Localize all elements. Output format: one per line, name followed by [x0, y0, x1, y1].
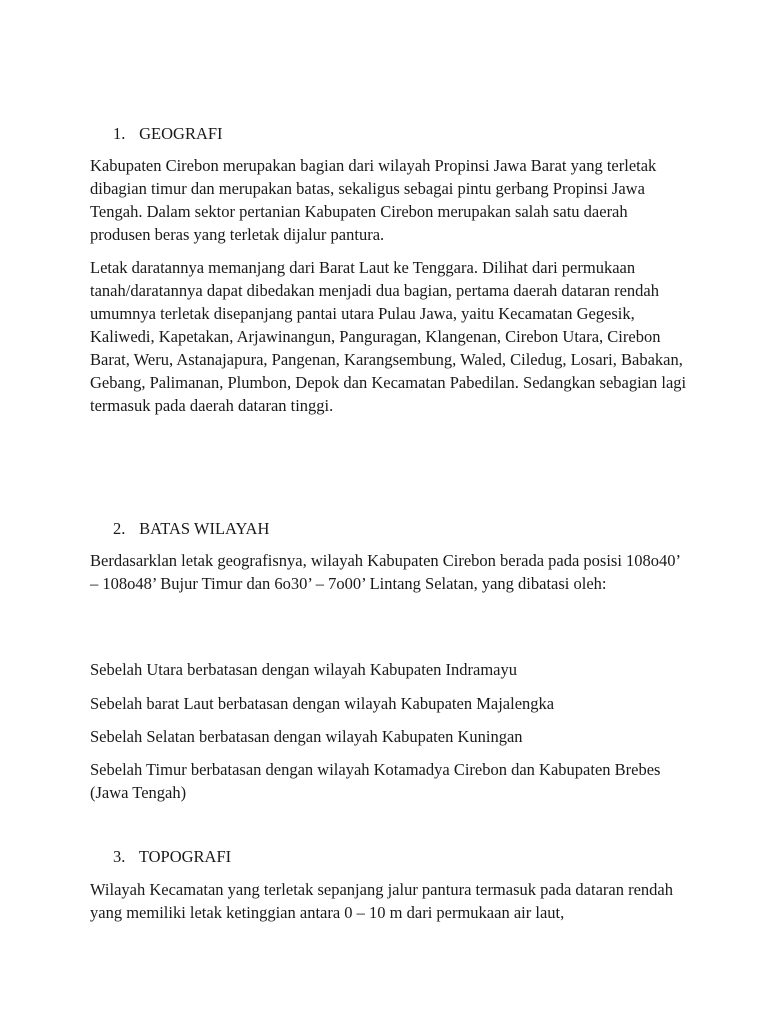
boundary-east: Sebelah Timur berbatasan dengan wilayah Kotamadya Cirebon dan Kabupaten Brebes (Jawa Tengah) [90, 760, 661, 802]
section-title: TOPOGRAFI [138, 847, 232, 866]
section-number: 2. [113, 519, 126, 538]
section-heading-topografi [113, 846, 231, 868]
boundary-north: Sebelah Utara berbatasan dengan wilayah Kabupaten Indramayu [90, 660, 517, 679]
section-number: 1. [113, 124, 126, 143]
boundary-northwest: Sebelah barat Laut berbatasan dengan wilayah Kabupaten Majalengka [90, 694, 555, 713]
boundary-south: Sebelah Selatan berbatasan dengan wilayah Kabupaten Kuningan [90, 727, 523, 746]
section-number: 3. [113, 847, 126, 866]
section-heading-batas-wilayah [113, 518, 269, 540]
section-title: GEOGRAFI [139, 124, 223, 143]
paragraph: Letak daratannya memanjang dari Barat Laut ke Tenggara. Dilihat dari permukaan tanah/daratannya dapat dibedakan menjadi dua bagian, pertama daerah dataran rendah umumnya terletak disepanjang pantai utara Pulau Jawa, yaitu Kecamatan Gegesik, Kaliwedi, Kapetakan, Arjawinangun, Panguragan, Klangenan, Cirebon Utara, Cirebon Barat, Weru, Astanajapura, Pangenan, Karangsembung, Waled, Ciledug, Losari, Babakan, Gebang, Palimanan, Plumbon, Depok dan Kecamatan Pabedilan. Sedangkan sebagian lagi termasuk pada daerah dataran tinggi. [90, 258, 687, 415]
section-title: BATAS WILAYAH [139, 519, 270, 538]
paragraph: Berdasarklan letak geografisnya, wilayah Kabupaten Cirebon berada pada posisi 108o40’ – 108o48’ Bujur Timur dan 6o30’ – 7o00’ Lintang Selatan, yang dibatasi oleh: [90, 551, 680, 593]
section-heading-geografi [113, 123, 223, 145]
paragraph: Kabupaten Cirebon merupakan bagian dari wilayah Propinsi Jawa Barat yang terletak dibagian timur dan merupakan batas, sekaligus sebagai pintu gerbang Propinsi Jawa Tengah. Dalam sektor pertanian Kabupaten Cirebon merupakan salah satu daerah produsen beras yang terletak dijalur pantura. [90, 156, 657, 244]
paragraph: Wilayah Kecamatan yang terletak sepanjang jalur pantura termasuk pada dataran rendah yang memiliki letak ketinggian antara 0 – 10 m dari permukaan air laut, [90, 880, 673, 922]
